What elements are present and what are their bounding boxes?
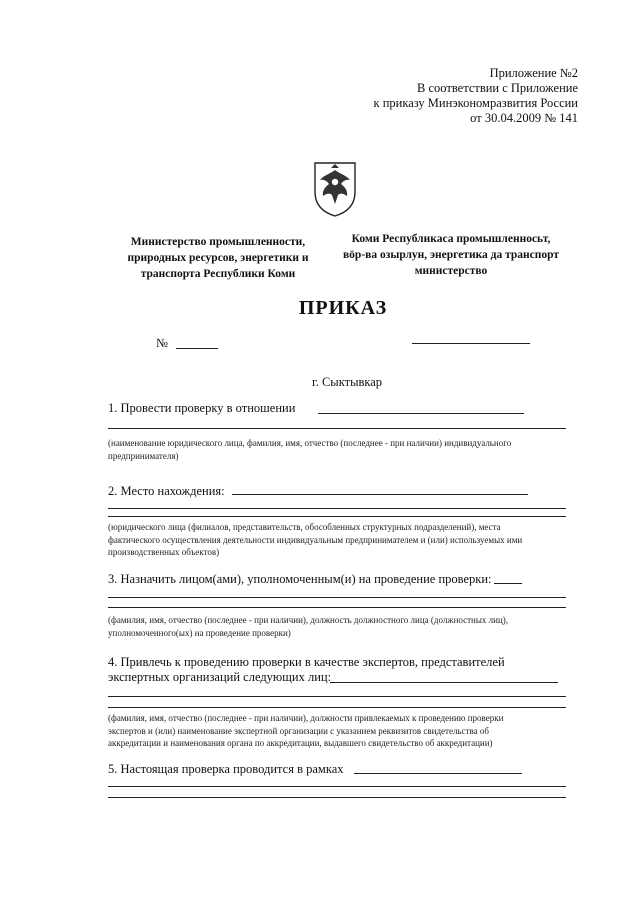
- section-2-label: 2. Место нахождения:: [108, 484, 225, 498]
- section-4-line-field-2[interactable]: [108, 707, 566, 708]
- order-number-field[interactable]: [176, 348, 218, 349]
- section-3-hint: (фамилия, имя, отчество (последнее - при наличии), должность должностного лица (должностных лиц), уполномоченного(ых) на проведение проверки): [108, 615, 509, 638]
- section-2-line-field-2[interactable]: [108, 516, 566, 517]
- annex-order-date: от 30.04.2009 № 141: [470, 111, 578, 125]
- section-3-line-field-2[interactable]: [108, 607, 566, 608]
- section-2-inline-field[interactable]: [232, 494, 528, 495]
- section-2-line-field-1[interactable]: [108, 508, 566, 509]
- section-4-label-line2: экспертных организаций следующих лиц:: [108, 670, 332, 684]
- section-5-line-field-2[interactable]: [108, 797, 566, 798]
- section-4-inline-field[interactable]: [330, 682, 558, 683]
- annex-order-ref: к приказу Минэкономразвития России: [373, 96, 578, 110]
- section-4-line-field-1[interactable]: [108, 696, 566, 697]
- order-date-field[interactable]: [412, 343, 530, 344]
- section-3-line-field-1[interactable]: [108, 597, 566, 598]
- annex-number: Приложение №2: [489, 66, 578, 80]
- section-1-label: 1. Провести проверку в отношении: [108, 401, 296, 415]
- annex-header: [374, 66, 579, 126]
- section-5-line-field-1[interactable]: [108, 786, 566, 787]
- section-3-label: 3. Назначить лицом(ами), уполномоченным(и) на проведение проверки:: [108, 572, 492, 586]
- document-title: ПРИКАЗ: [298, 297, 388, 319]
- order-number-label: №: [156, 336, 168, 350]
- section-3-inline-field[interactable]: [494, 583, 522, 584]
- section-5-label: 5. Настоящая проверка проводится в рамках: [108, 762, 344, 776]
- section-1-line-field[interactable]: [108, 428, 566, 429]
- section-5-inline-field[interactable]: [354, 773, 522, 774]
- coat-of-arms-icon: [312, 160, 358, 218]
- section-4-hint: (фамилия, имя, отчество (последнее - при наличии), должности привлекаемых к проведению проверки экспертов и (или) наименование экспертной организации с указанием реквизитов свидетельства об аккредитации и наименования органа по аккредитации, выдавшего свидетельство об аккредитации): [108, 713, 504, 748]
- city-label: г. Сыктывкар: [312, 375, 383, 389]
- section-1-hint: (наименование юридического лица, фамилия, имя, отчество (последнее - при наличии) индивидуального предпринимателя): [108, 438, 512, 461]
- ministry-name-komi: Коми Республикаса промышленносьт, вӧр-ва озырлун, энергетика да транспорт министерство: [342, 233, 560, 277]
- section-1-inline-field[interactable]: [318, 413, 524, 414]
- annex-basis: В соответствии с Приложение: [417, 81, 578, 95]
- section-2-hint: (юридического лица (филиалов, представительств, обособленных структурных подразделений), места фактического осуществления деятельности индивидуальным предпринимателем и (или) используемых ими производственных объектов): [108, 522, 523, 557]
- ministry-name-ru: Министерство промышленности, природных ресурсов, энергетики и транспорта Республики Коми: [127, 236, 309, 280]
- section-4-label-line1: 4. Привлечь к проведению проверки в качестве экспертов, представителей: [108, 655, 505, 669]
